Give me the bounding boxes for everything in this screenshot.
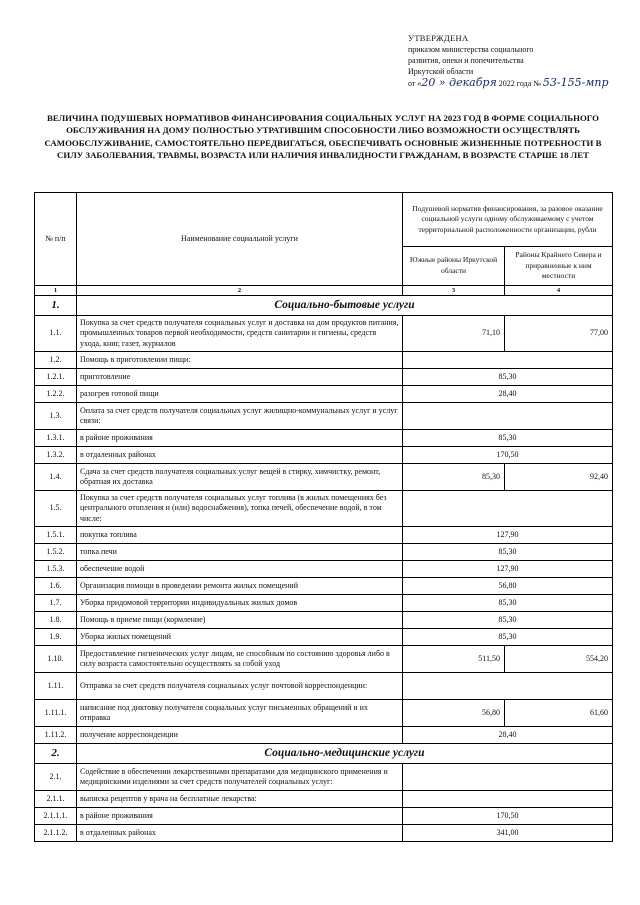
norms-table [34,192,613,842]
table-row [35,491,613,527]
column-number: 1 [35,286,77,296]
row-number: 1.3.1. [35,430,77,447]
table-row [35,386,613,403]
service-name: Отправка за счет средств получателя социальных услуг почтовой корреспонденции: [77,673,403,700]
approval-stamp [408,33,633,89]
table-row [35,316,613,352]
table-row [35,825,613,842]
value-south: 85,30 [403,464,505,491]
value-empty [403,491,613,527]
approval-date-prefix: от « [408,79,422,88]
table-row [35,464,613,491]
approval-line-2: развития, опеки и попечительства [408,56,524,65]
table-row [35,578,613,595]
column-number-row [35,286,613,296]
row-number: 1.2. [35,352,77,369]
service-name: топка печи [77,544,403,561]
row-number: 1.6. [35,578,77,595]
row-number: 1.4. [35,464,77,491]
value-empty [403,403,613,430]
header-name: Наименование социальной услуги [77,193,403,286]
table-row [35,612,613,629]
value-merged: 85,30 [403,369,613,386]
column-number: 4 [505,286,613,296]
row-number: 2. [35,744,77,764]
table-row [35,808,613,825]
header-norm: Подушевой норматив финансирования, за разовое оказание социальной услуги одному обслуживаемому с учетом территориальной расположенности организации, рубли [403,193,613,247]
value-south: 56,80 [403,700,505,727]
row-number: 1.5.2. [35,544,77,561]
service-name: Помощь в приеме пищи (кормление) [77,612,403,629]
table-row [35,791,613,808]
row-number: 2.1.1. [35,791,77,808]
approval-date-handwritten: 20 » декабря [421,76,497,89]
column-number: 2 [77,286,403,296]
table-header-row [35,193,613,247]
document-title: ВЕЛИЧИНА ПОДУШЕВЫХ НОРМАТИВОВ ФИНАНСИРОВАНИЯ СОЦИАЛЬНЫХ УСЛУГ НА 2023 ГОД В ФОРМЕ СОЦИАЛЬНОГО ОБСЛУЖИВАНИЯ НА ДОМУ ПОЛНОСТЬЮ УТРАТИВШИМ СПОСОБНОСТИ ЛИБО ВОЗМОЖНОСТИ ОСУЩЕСТВЛЯТЬ САМООБСЛУЖИВАНИЕ, САМОСТОЯТЕЛЬНО ПЕРЕДВИГАТЬСЯ, ОБЕСПЕЧИВАТЬ ОСНОВНЫЕ ЖИЗНЕННЫЕ ПОТРЕБНОСТИ В СИЛУ ЗАБОЛЕВАНИЯ, ТРАВМЫ, ВОЗРАСТА ИЛИ НАЛИЧИЯ ИНВАЛИДНОСТИ ГРАЖДАНАМ, В ВОЗРАСТЕ СТАРШЕ 18 ЛЕТ [44,113,602,161]
value-merged: 85,30 [403,595,613,612]
service-name: Помощь в приготовлении пищи: [77,352,403,369]
table-row [35,629,613,646]
value-empty [403,791,613,808]
table-row [35,700,613,727]
value-empty [403,673,613,700]
row-number: 1.11.1. [35,700,77,727]
value-merged: 28,40 [403,727,613,744]
value-merged: 85,30 [403,629,613,646]
service-name: приготовление [77,369,403,386]
table-row [35,646,613,673]
value-merged: 170,50 [403,447,613,464]
table-row [35,727,613,744]
section-title: Социально-медицинские услуги [77,744,613,764]
row-number: 1.8. [35,612,77,629]
value-empty [403,764,613,791]
service-name: Сдача за счет средств получателя социальных услуг вещей в стирку, химчистку, ремонт, обратная их доставка [77,464,403,491]
table-row [35,561,613,578]
value-merged: 28,40 [403,386,613,403]
row-number: 1.5.1. [35,527,77,544]
value-north: 92,40 [505,464,613,491]
row-number: 1.1. [35,316,77,352]
service-name: в районе проживания [77,808,403,825]
row-number: 1.9. [35,629,77,646]
value-merged: 56,80 [403,578,613,595]
row-number: 2.1. [35,764,77,791]
service-name: написание под диктовку получателя социальных услуг письменных обращений и их отправка [77,700,403,727]
value-merged: 85,30 [403,612,613,629]
value-north: 77,00 [505,316,613,352]
service-name: в районе проживания [77,430,403,447]
approval-line-1: приказом министерства социального [408,45,534,54]
table-row [35,544,613,561]
approval-date-year: 2022 года № [498,79,541,88]
value-merged: 127,90 [403,527,613,544]
service-name: Покупка за счет средств получателя социальных услуг и доставка на дом продуктов питания, промышленных товаров первой необходимости, средств санитарии и гигиены, средств ухода, книг, газет, журналов [77,316,403,352]
service-name: Содействие в обеспечении лекарственными препаратами для медицинского применения и медицинскими изделиями за счет средств получателей социальных услуг: [77,764,403,791]
row-number: 1.10. [35,646,77,673]
table-row [35,403,613,430]
table-row [35,369,613,386]
table-row [35,595,613,612]
section-title: Социально-бытовые услуги [77,296,613,316]
service-name: Уборка придомовой территории индивидуальных жилых домов [77,595,403,612]
value-merged: 170,50 [403,808,613,825]
service-name: Предоставление гигиенических услуг лицам, не способным по состоянию здоровья либо в силу возраста самостоятельно осуществлять за собой уход [77,646,403,673]
row-number: 1.3. [35,403,77,430]
value-merged: 341,00 [403,825,613,842]
value-north: 554,20 [505,646,613,673]
service-name: получение корреспонденции [77,727,403,744]
table-row [35,527,613,544]
column-number: 3 [403,286,505,296]
value-merged: 85,30 [403,544,613,561]
service-name: покупка топлива [77,527,403,544]
approval-number-handwritten: 53-155-мпр [542,76,609,89]
table-row [35,352,613,369]
table-row [35,430,613,447]
row-number: 2.1.1.1. [35,808,77,825]
service-name: выписка рецептов у врача на бесплатные лекарства: [77,791,403,808]
row-number: 1.11. [35,673,77,700]
row-number: 1.11.2. [35,727,77,744]
service-name: в отдаленных районах [77,447,403,464]
value-merged: 85,30 [403,430,613,447]
header-north: Районы Крайнего Севера и приравненные к ним местности [505,246,613,285]
approval-heading: УТВЕРЖДЕНА [408,33,469,43]
row-number: 1.7. [35,595,77,612]
service-name: обеспечение водой [77,561,403,578]
service-name: в отдаленных районах [77,825,403,842]
section-row [35,296,613,316]
approval-date-line [408,77,633,89]
service-name: Покупка за счет средств получателя социальных услуг топлива (в жилых помещениях без центрального отопления и (или) водоснабжения), топка печей, обеспечение водой, в том числе: [77,491,403,527]
section-row [35,744,613,764]
row-number: 1.5.3. [35,561,77,578]
row-number: 1.5. [35,491,77,527]
service-name: Организация помощи в проведении ремонта жилых помещений [77,578,403,595]
table-row [35,447,613,464]
header-south: Южные районы Иркутской области [403,246,505,285]
row-number: 1. [35,296,77,316]
service-name: разогрев готовой пищи [77,386,403,403]
approval-line-3: Иркутской области [408,67,474,76]
value-south: 71,10 [403,316,505,352]
value-north: 61,60 [505,700,613,727]
row-number: 1.2.1. [35,369,77,386]
value-merged: 127,90 [403,561,613,578]
value-south: 511,50 [403,646,505,673]
row-number: 2.1.1.2. [35,825,77,842]
row-number: 1.2.2. [35,386,77,403]
table-row [35,764,613,791]
header-num: № п/п [35,193,77,286]
row-number: 1.3.2. [35,447,77,464]
table-row [35,673,613,700]
service-name: Оплата за счет средств получателя социальных услуг жилищно-коммунальных услуг и услуг связи: [77,403,403,430]
service-name: Уборка жилых помещений [77,629,403,646]
value-empty [403,352,613,369]
